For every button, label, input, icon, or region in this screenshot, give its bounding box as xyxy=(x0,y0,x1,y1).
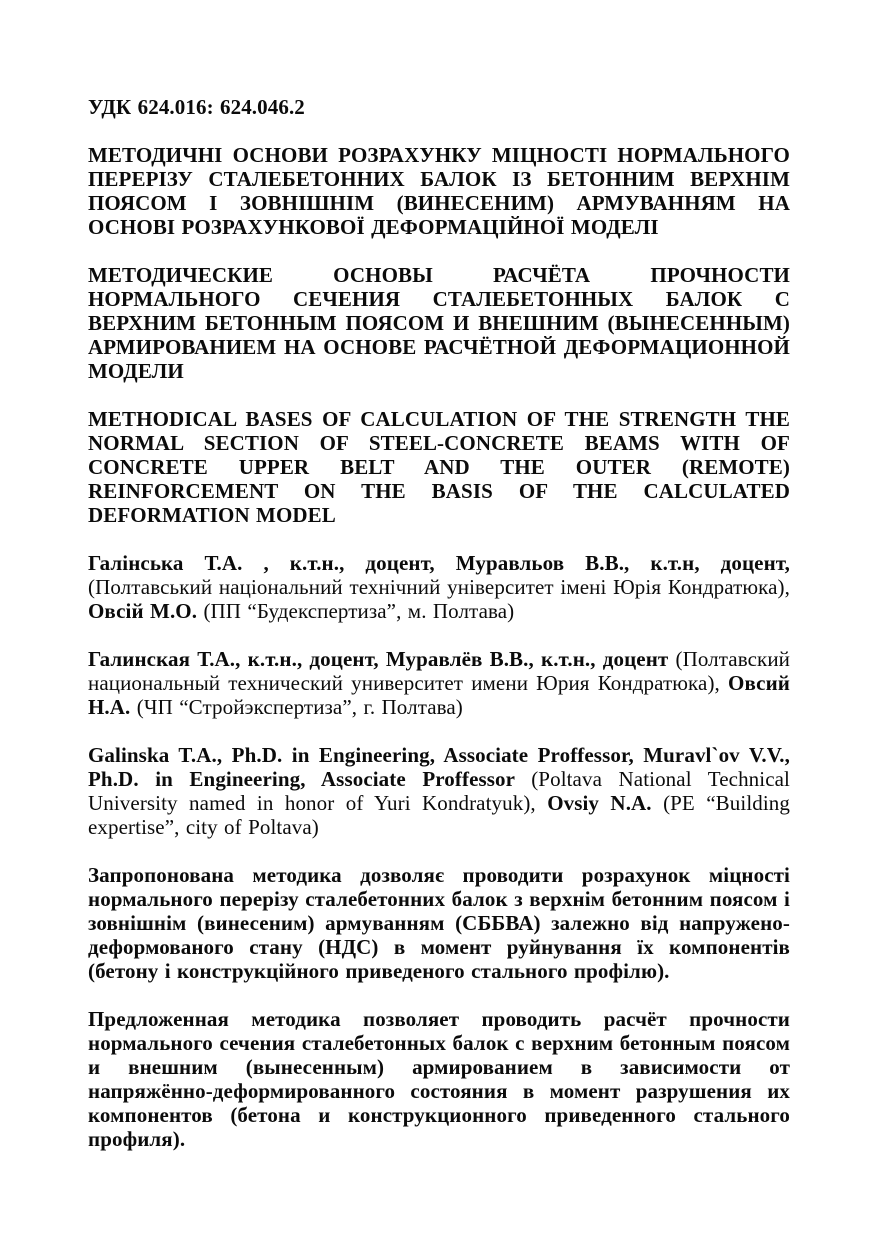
article-title-english: METHODICAL BASES OF CALCULATION OF THE STRENGTH THE NORMAL SECTION OF STEEL-CONCRETE BEAMS WITH OF CONCRETE UPPER BELT AND THE OUTER (REMOTE) REINFORCEMENT ON THE BASIS OF THE CALCULATED DEFORMATION MODEL xyxy=(88,407,790,527)
authors-ukrainian-affiliation-1: (Полтавський національний технічний університет імені Юрія Кондратюка), xyxy=(88,575,790,599)
abstract-ukrainian: Запропонована методика дозволяє проводити розрахунок міцності нормального перерізу сталебетонних балок з верхнім бетонним поясом і зовнішнім (винесеним) армуванням (СББВА) залежно від напружено-деформованого стану (НДС) в момент руйнування їх компонентів (бетону і конструкційного приведеного стального профілю). xyxy=(88,863,790,983)
authors-russian-names-1: Галинская Т.А., к.т.н., доцент, Муравлёв В.В., к.т.н., доцент xyxy=(88,647,676,671)
authors-ukrainian-names-1: Галінська Т.А. , к.т.н., доцент, Муравльов В.В., к.т.н, доцент, xyxy=(88,551,790,575)
authors-ukrainian-affiliation-2: (ПП “Будекспертиза”, м. Полтава) xyxy=(203,599,515,623)
authors-russian xyxy=(88,647,790,719)
authors-english-names-1: Galinska T.A., Ph.D. in Engineering, Associate Proffessor, Muravl`ov V.V., Ph.D. in Engineering, Associate Proffessor xyxy=(88,743,790,791)
authors-russian-affiliation-2: (ЧП “Стройэкспертиза”, г. Полтава) xyxy=(136,695,463,719)
authors-english-affiliation-2: (PE “Building expertise”, city of Poltava) xyxy=(88,791,790,839)
abstract-russian: Предложенная методика позволяет проводить расчёт прочности нормального сечения сталебетонных балок с верхним бетонным поясом и внешним (вынесенным) армированием в зависимости от напряжённо-деформированного состояния в момент разрушения их компонентов (бетона и конструкционного приведенного стального профиля). xyxy=(88,1007,790,1151)
authors-russian-affiliation-1: (Полтавский национальный технический университет имени Юрия Кондратюка), xyxy=(88,647,790,695)
authors-english-affiliation-1: (Poltava National Technical University named in honor of Yuri Kondratyuk), xyxy=(88,767,790,815)
article-title-russian: МЕТОДИЧЕСКИЕ ОСНОВЫ РАСЧЁТА ПРОЧНОСТИ НОРМАЛЬНОГО СЕЧЕНИЯ СТАЛЕБЕТОННЫХ БАЛОК С ВЕРХНИМ БЕТОННЫМ ПОЯСОМ И ВНЕШНИМ (ВЫНЕСЕННЫМ) АРМИРОВАНИЕМ НА ОСНОВЕ РАСЧЁТНОЙ ДЕФОРМАЦИОННОЙ МОДЕЛИ xyxy=(88,263,790,383)
authors-russian-names-2: Овсий Н.А. xyxy=(88,671,790,719)
authors-english-names-2: Ovsiy N.A. xyxy=(547,791,664,815)
article-title-ukrainian: МЕТОДИЧНІ ОСНОВИ РОЗРАХУНКУ МІЦНОСТІ НОРМАЛЬНОГО ПЕРЕРІЗУ СТАЛЕБЕТОННИХ БАЛОК ІЗ БЕТОННИМ ВЕРХНІМ ПОЯСОМ І ЗОВНІШНІМ (ВИНЕСЕНИМ) АРМУВАННЯМ НА ОСНОВІ РОЗРАХУНКОВОЇ ДЕФОРМАЦІЙНОЇ МОДЕЛІ xyxy=(88,143,790,239)
udc-code: УДК 624.016: 624.046.2 xyxy=(88,95,305,119)
authors-ukrainian-names-2: Овсій М.О. xyxy=(88,599,204,623)
authors-ukrainian xyxy=(88,551,790,623)
authors-english xyxy=(88,743,790,839)
